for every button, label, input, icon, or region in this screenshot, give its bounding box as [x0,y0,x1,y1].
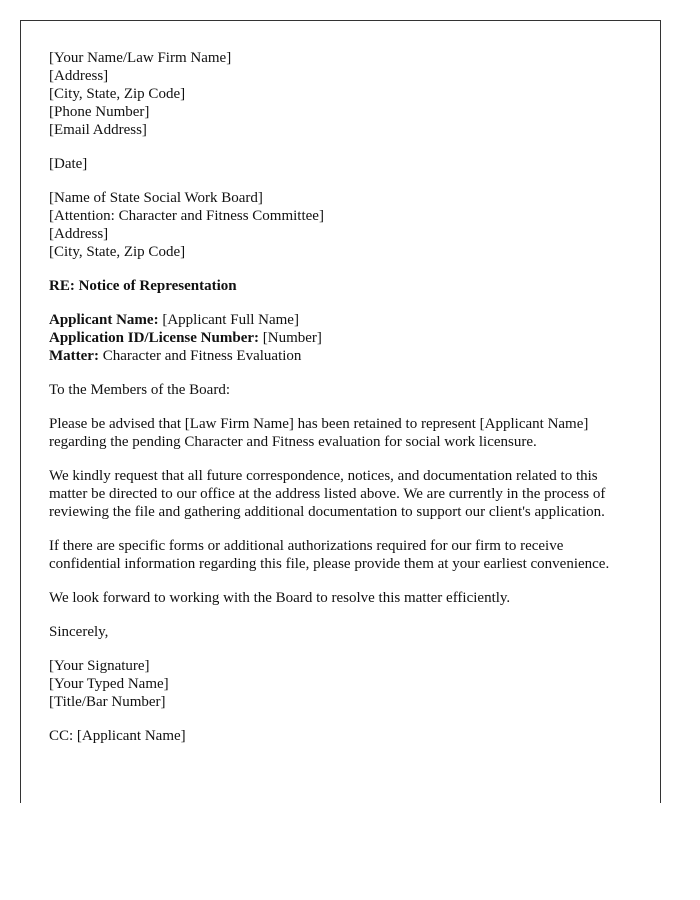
detail-value: [Applicant Full Name] [158,312,299,328]
cc-line: CC: [Applicant Name] [49,728,186,744]
sender-city: [City, State, Zip Code] [49,86,186,102]
signature-block [49,657,632,711]
details-block [49,311,632,365]
subject-line [49,277,632,295]
recipient-name: [Name of State Social Work Board] [49,190,263,206]
body-paragraph: If there are specific forms or additional authorizations required for our firm to receive confidential information regarding this file, please provide them at your earliest convenience. [49,538,610,572]
salutation: To the Members of the Board: [49,382,230,398]
detail-label: Matter: [49,348,99,364]
detail-label: Applicant Name: [49,312,159,328]
sender-block [49,49,632,139]
body-paragraph: We kindly request that all future correspondence, notices, and documentation related to this matter be directed to our office at the address listed above. We are currently in the process of reviewing the file and gathering additional documentation to support our client's application. [49,468,606,520]
detail-label: Application ID/License Number: [49,330,259,346]
sender-email: [Email Address] [49,122,147,138]
sender-address: [Address] [49,68,109,84]
sender-phone: [Phone Number] [49,104,150,120]
letter-date: [Date] [49,156,88,172]
recipient-attention: [Attention: Character and Fitness Committee] [49,208,324,224]
detail-value: Character and Fitness Evaluation [98,348,302,364]
letter-page [20,20,661,803]
recipient-block [49,189,632,261]
closing: Sincerely, [49,624,109,640]
body-paragraph: Please be advised that [Law Firm Name] has been retained to represent [Applicant Name] regarding the pending Character and Fitness evaluation for social work licensure. [49,416,589,450]
body-paragraph: We look forward to working with the Board to resolve this matter efficiently. [49,590,511,606]
title-bar-number: [Title/Bar Number] [49,694,166,710]
recipient-city: [City, State, Zip Code] [49,244,186,260]
typed-name: [Your Typed Name] [49,676,169,692]
detail-value: [Number] [259,330,322,346]
recipient-address: [Address] [49,226,109,242]
subject-text: RE: Notice of Representation [49,278,237,294]
sender-name: [Your Name/Law Firm Name] [49,50,232,66]
signature: [Your Signature] [49,658,150,674]
